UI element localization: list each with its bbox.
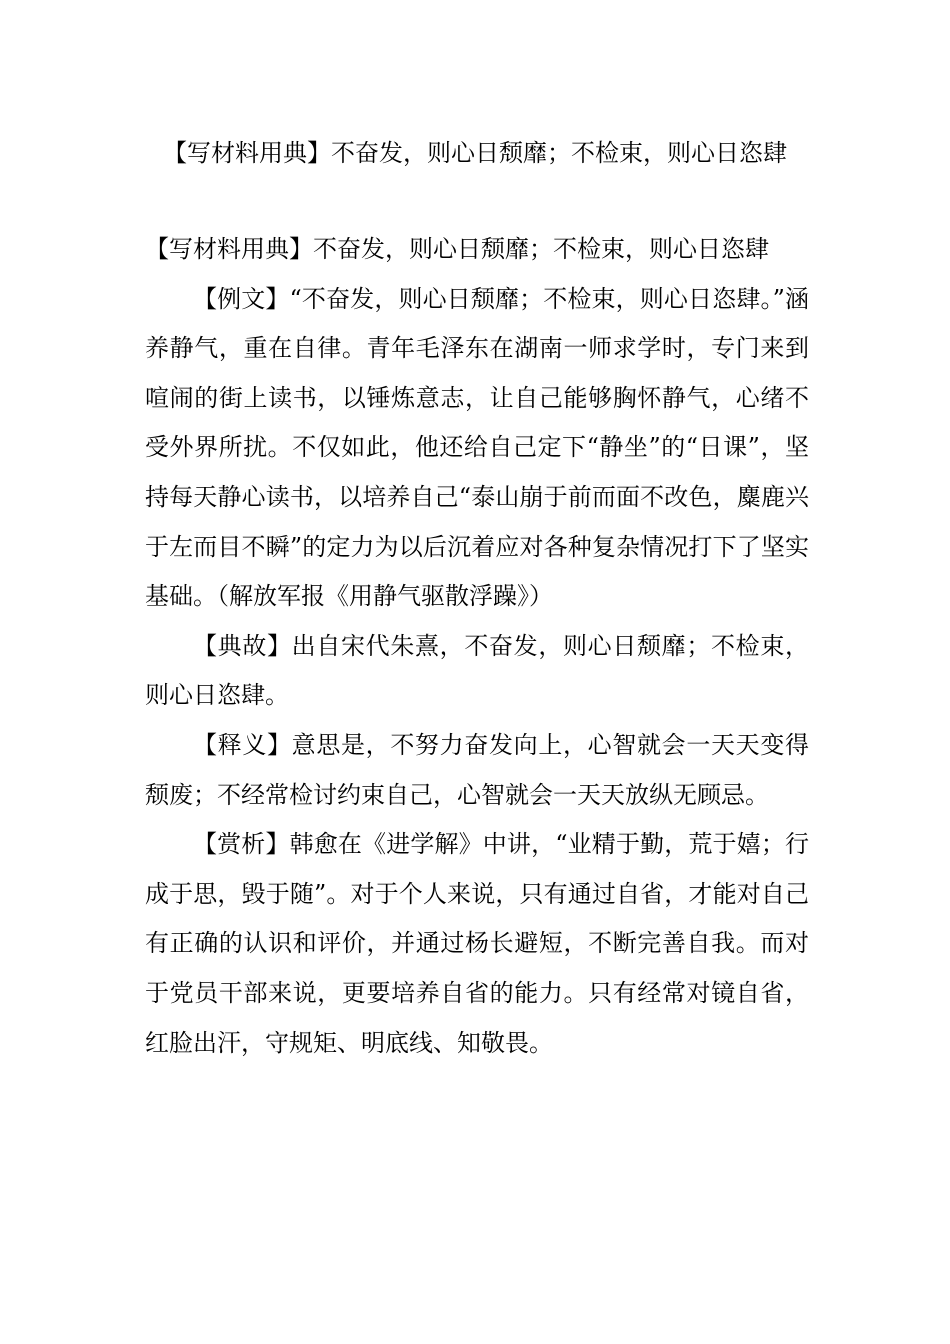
document-title: 【写材料用典】不奋发，则心日颓靡；不检束，则心日恣肆 <box>163 139 787 167</box>
paragraph-appreciation: 【赏析】韩愈在《进学解》中讲，“业精于勤，荒于嬉；行成于思，毁于随”。对于个人来说，只有通过自省，才能对自己有正确的认识和评价，并通过杨长避短，不断完善自我。而对于党员干部来说，更要培养自省的能力。只有经常对镜自省，红脸出汗，守规矩、明底线、知敬畏。 <box>145 830 809 1057</box>
document-heading: 【写材料用典】不奋发，则心日颓靡；不检束，则心日恣肆 <box>145 235 769 263</box>
paragraph-allusion: 【典故】出自宋代朱熹，不奋发，则心日颓靡；不检束，则心日恣肆。 <box>145 631 809 710</box>
paragraph-example: 【例文】“不奋发，则心日颓靡；不检束，则心日恣肆。”涵养静气，重在自律。青年毛泽东在湖南一师求学时，专门来到喧闹的街上读书，以锤炼意志，让自己能够胸怀静气，心绪不受外界所扰。不仅如此，他还给自己定下“静坐”的“日课”，坚持每天静心读书，以培养自己“泰山崩于前而面不改色，麋鹿兴于左而目不瞬”的定力为以后沉着应对各种复杂情况打下了坚实基础。（解放军报《用静气驱散浮躁》） <box>145 284 809 611</box>
document-body <box>145 225 809 1068</box>
paragraph-meaning: 【释义】意思是，不努力奋发向上，心智就会一天天变得颓废；不经常检讨约束自己，心智就会一天天放纵无顾忌。 <box>145 730 809 809</box>
